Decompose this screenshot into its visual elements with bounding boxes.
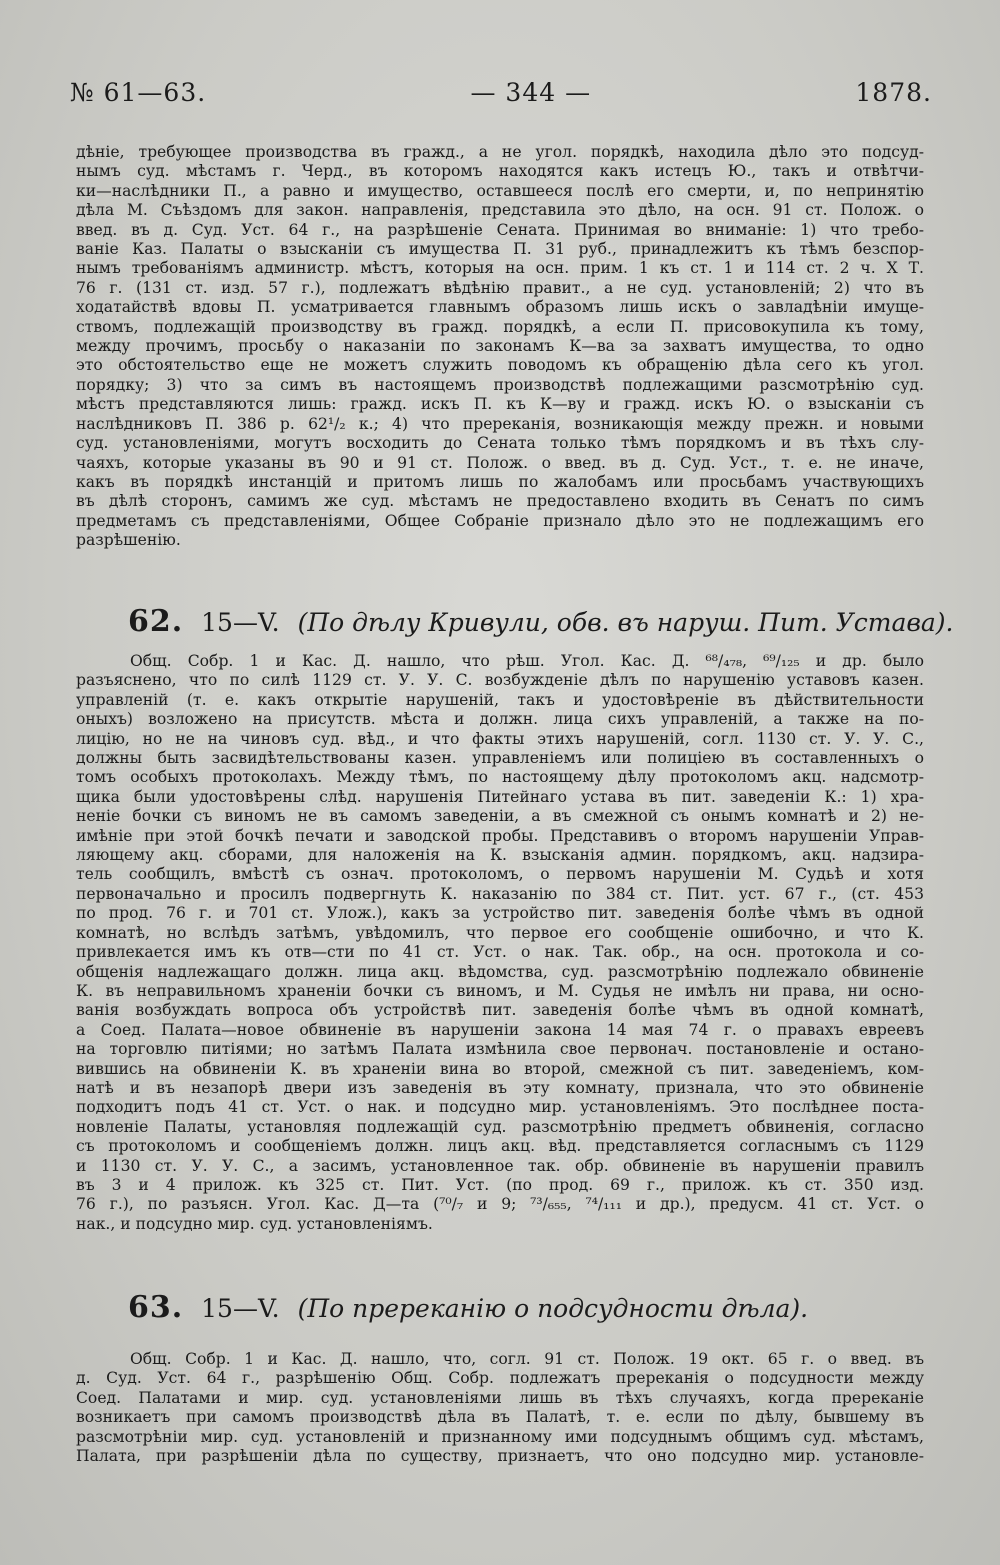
section-62-number: 62. <box>128 604 184 639</box>
text-line: Общ. Собр. 1 и Кас. Д. нашло, что рѣш. Угол. Кас. Д. ⁶⁸/₄₇₈, ⁶⁹/₁₂₅ и др. было <box>130 652 924 670</box>
text-line: К. въ неправильномъ храненіи бочки съ виномъ, и М. Судья не имѣлъ ни права, ни осно- <box>76 981 924 1000</box>
text-line: щика были удостовѣрены слѣд. нарушенія Питейнаго устава въ пит. заведеніи К.: 1) хра- <box>76 787 924 806</box>
text-line: какъ въ порядкѣ инстанцій и притомъ лишь по жалобамъ или просьбамъ участвующихъ <box>76 472 924 491</box>
text-line: томъ особыхъ протоколахъ. Между тѣмъ, по настоящему дѣлу протоколомъ акц. надсмотр- <box>76 768 924 787</box>
text-line: вившись на обвиненіи К. въ храненіи вина во второй, смежной съ пит. заведеніемъ, ком- <box>76 1059 924 1078</box>
text-line: оныхъ) возложено на присутств. мѣста и должн. лица сихъ управленій, а также на по- <box>76 710 924 729</box>
text-line: ходатайствѣ вдовы П. усматривается главнымъ образомъ лишь искъ о завладѣніи имуще- <box>76 298 924 317</box>
text-line: новленіе Палаты, установляя подлежащій суд. разсмотрѣнію предметъ обвиненія, согласно <box>76 1117 924 1136</box>
text-line: нак., и подсудно мир. суд. установленіямъ. <box>76 1214 433 1233</box>
intro-paragraph <box>76 143 924 551</box>
section-63-number: 63. <box>128 1290 184 1325</box>
section-63-paragraph <box>76 1350 924 1466</box>
section-62-title: (По дѣлу Кривули, обв. въ наруш. Пит. Устава). <box>297 608 954 637</box>
text-line: между прочимъ, просьбу о наказаніи по законамъ К—ва за захватъ имущества, то одно <box>76 337 924 356</box>
text-line: разсмотрѣніи мир. суд. установленій и признанному ими подсуднымъ общимъ суд. мѣстамъ, <box>76 1427 924 1446</box>
page-header <box>70 78 932 118</box>
text-line: разрѣшенію. <box>76 531 181 550</box>
section-62-paragraph <box>76 652 924 1234</box>
text-line: Общ. Собр. 1 и Кас. Д. нашло, что, согл. 91 ст. Полож. 19 окт. 65 г. о введ. въ <box>130 1350 924 1368</box>
section-63-date: 15—V. <box>201 1294 280 1323</box>
text-line: въ дѣлѣ сторонъ, самимъ же суд. мѣстамъ не предоставлено входить въ Сенатъ по симъ <box>76 492 924 511</box>
text-line: ляющему акц. сборами, для наложенія на К. взысканія админ. порядкомъ, акц. надзира- <box>76 846 924 865</box>
header-page-number: — 344 — <box>470 78 592 107</box>
text-line: общенія надлежащаго должн. лица акц. вѣдомства, суд. разсмотрѣнію подлежало обвиненіе <box>76 962 924 981</box>
section-63-title: (По пререканію о подсудности дѣла). <box>297 1294 809 1323</box>
text-line: дѣла М. Съѣздомъ для закон. направленія, представила это дѣло, на осн. 91 ст. Полож. о <box>76 201 924 220</box>
text-line: первоначально и просилъ подвергнуть К. наказанію по 384 ст. Пит. уст. 67 г., (ст. 453 <box>76 884 924 903</box>
text-line: ки—наслѣдники П., а равно и имущество, оставшееся послѣ его смерти, и, по непринятію <box>76 181 924 200</box>
text-line: привлекается имъ къ отв—сти по 41 ст. Уст. о нак. Так. обр., на осн. протокола и со- <box>76 943 924 962</box>
text-line: ванія возбуждать вопроса объ устройствѣ пит. заведенія болѣе чѣмъ въ одной комнатѣ, <box>76 1001 924 1020</box>
text-line: неніе бочки съ виномъ не въ самомъ заведеніи, а въ смежной съ онымъ комнатѣ и 2) не- <box>76 807 924 826</box>
text-line: подходитъ подъ 41 ст. Уст. о нак. и подсудно мир. установленіямъ. Это послѣднее поста- <box>76 1098 924 1117</box>
text-line: Соед. Палатами и мир. суд. установленіями лишь въ тѣхъ случаяхъ, когда пререканіе <box>76 1388 924 1407</box>
text-line: д. Суд. Уст. 64 г., разрѣшенію Общ. Собр. подлежатъ пререканія о подсудности между <box>76 1369 924 1388</box>
text-line: комнатѣ, но вслѣдъ затѣмъ, увѣдомилъ, что первое его сообщеніе ошибочно, и что К. <box>76 923 924 942</box>
text-line: на торговлю питіями; но затѣмъ Палата измѣнила свое первонач. постановленіе и остано- <box>76 1040 924 1059</box>
text-line: порядку; 3) что за симъ въ настоящемъ производствѣ подлежащими разсмотрѣнію суд. <box>76 375 924 394</box>
section-62-date: 15—V. <box>201 608 280 637</box>
text-line: съ протоколомъ и сообщеніемъ должн. лицъ акц. вѣд. представляется согласнымъ съ 1129 <box>76 1137 924 1156</box>
text-line: наслѣдниковъ П. 386 р. 62¹/₂ к.; 4) что пререканія, возникающія между прежн. и новыми <box>76 414 924 433</box>
text-line: Палата, при разрѣшеніи дѣла по существу, признаетъ, что оно подсудно мир. установле- <box>76 1447 924 1466</box>
text-line: суд. установленіями, могутъ восходить до Сената только тѣмъ порядкомъ и въ тѣхъ слу- <box>76 434 924 453</box>
header-case-numbers: № 61—63. <box>70 78 207 107</box>
section-62-heading <box>128 604 954 639</box>
text-line: имѣніе при этой бочкѣ печати и заводской пробы. Представивъ о второмъ нарушеніи Управ- <box>76 826 924 845</box>
text-line: мѣстъ представляются лишь: гражд. искъ П. къ К—ву и гражд. искъ Ю. о взысканіи съ <box>76 395 924 414</box>
text-line: предметамъ съ представленіями, Общее Собраніе признало дѣло это не подлежащимъ его <box>76 511 924 530</box>
text-line: по прод. 76 г. и 701 ст. Улож.), какъ за устройство пит. заведенія болѣе чѣмъ въ одной <box>76 904 924 923</box>
text-line: введ. въ д. Суд. Уст. 64 г., на разрѣшеніе Сената. Принимая во вниманіе: 1) что требо- <box>76 220 924 239</box>
text-line: управленій (т. е. какъ открытіе нарушеній, такъ и удостовѣреніе въ дѣйствительности <box>76 690 924 709</box>
text-line: ваніе Каз. Палаты о взысканіи съ имущества П. 31 руб., принадлежитъ къ тѣмъ безспор- <box>76 240 924 259</box>
text-line: разъяснено, что по силѣ 1129 ст. У. У. С. возбужденіе дѣлъ по нарушенію уставовъ казен. <box>76 671 924 690</box>
text-line: 76 г. (131 ст. изд. 57 г.), подлежатъ вѣдѣнію правит., а не суд. установленій; 2) что въ <box>76 278 924 297</box>
text-line: а Соед. Палата—новое обвиненіе въ нарушеніи закона 14 мая 74 г. о правахъ евреевъ <box>76 1020 924 1039</box>
text-line: нымъ требованіямъ администр. мѣстъ, которыя на осн. прим. 1 къ ст. 1 и 114 ст. 2 ч. X Т. <box>76 259 924 278</box>
text-line: это обстоятельство еще не можетъ служить поводомъ къ обращенію дѣла сего къ угол. <box>76 356 924 375</box>
text-line: лицію, но не на чиновъ суд. вѣд., и что факты этихъ нарушеній, согл. 1130 ст. У. У. С., <box>76 729 924 748</box>
text-line: должны быть засвидѣтельствованы казен. управленіемъ или полиціею въ составленныхъ о <box>76 749 924 768</box>
text-line: ствомъ, подлежащій производству въ гражд. порядкѣ, а если П. присовокупила къ тому, <box>76 317 924 336</box>
text-line: возникаетъ при самомъ производствѣ дѣла въ Палатѣ, т. е. если по дѣлу, бывшему въ <box>76 1408 924 1427</box>
text-line: и 1130 ст. У. У. С., а засимъ, установленное так. обр. обвиненіе въ нарушеніи правилъ <box>76 1156 924 1175</box>
text-line: нымъ суд. мѣстамъ г. Черд., въ которомъ находятся какъ истецъ Ю., такъ и отвѣтчи- <box>76 162 924 181</box>
text-line: натѣ и въ незапорѣ двери изъ заведенія въ эту комнату, признала, что это обвиненіе <box>76 1078 924 1097</box>
text-line: тель сообщилъ, вмѣстѣ съ означ. протоколомъ, о первомъ нарушеніи М. Судьѣ и хотя <box>76 865 924 884</box>
text-line: 76 г.), по разъясн. Угол. Кас. Д—та (⁷⁰/₇ и 9; ⁷³/₆₅₅, ⁷⁴/₁₁₁ и др.), предусм. 41 ст. Уст. о <box>76 1195 924 1214</box>
text-line: чаяхъ, которые указаны въ 90 и 91 ст. Полож. о введ. въ д. Суд. Уст., т. е. не иначе, <box>76 453 924 472</box>
section-63-heading <box>128 1290 808 1325</box>
text-line: въ 3 и 4 прилож. къ 325 ст. Пит. Уст. (по прод. 69 г., прилож. къ ст. 350 изд. <box>76 1175 924 1194</box>
text-line: дѣніе, требующее производства въ гражд., а не угол. порядкѣ, находила дѣло это подсуд- <box>76 143 924 161</box>
header-year: 1878. <box>855 78 932 107</box>
